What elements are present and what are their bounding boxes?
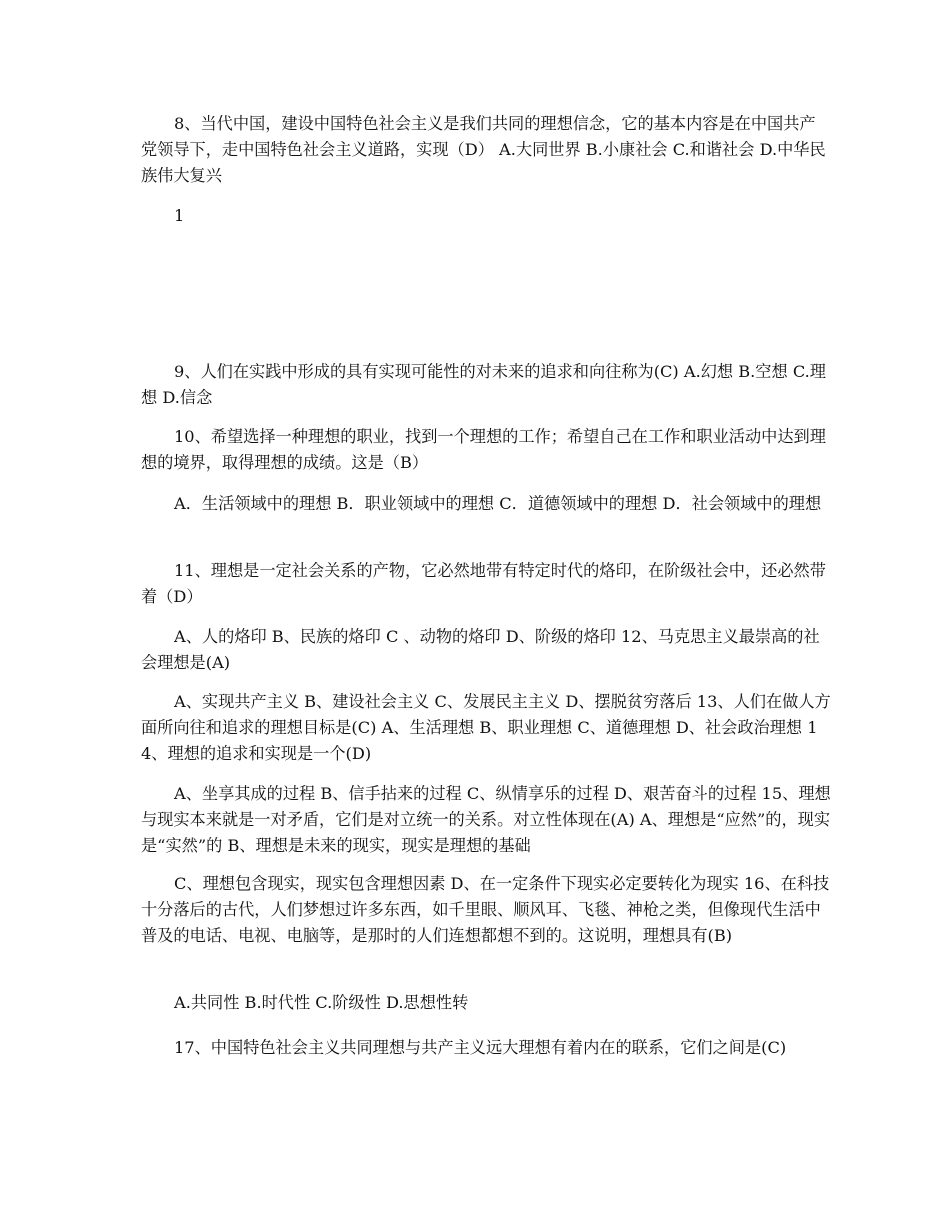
question-9: 9、人们在实践中形成的具有实现可能性的对未来的追求和向往称为(C) A.幻想 B.空想 C.理想 D.信念 [141,362,826,407]
question-11-options-and-12: A、人的烙印 B、民族的烙印 C 、动物的烙印 D、阶级的烙印 12、马克思主义最崇高的社会理想是(A) [141,627,820,672]
question-10-options: A．生活领域中的理想 B．职业领域中的理想 C．道德领域中的理想 D．社会领域中的理想 [174,494,822,513]
question-16-options: A.共同性 B.时代性 C.阶级性 D.思想性转 [174,993,469,1012]
question-10: 10、希望选择一种理想的职业，找到一个理想的工作；希望自己在工作和职业活动中达到理想的境界，取得理想的成绩。这是（B） [141,427,826,472]
question-15-options-16: C、理想包含现实，现实包含理想因素 D、在一定条件下现实必定要转化为现实 16、在科技十分落后的古代，人们梦想过许多东西，如千里眼、顺风耳、飞毯、神枪之类，但像现代生活中普及的电话、电视、电脑等，是那时的人们连想都想不到的。这说明，理想具有(B) [141,874,830,945]
question-17: 17、中国特色社会主义共同理想与共产主义远大理想有着内在的联系，它们之间是(C) [174,1038,787,1057]
question-8: 8、当代中国，建设中国特色社会主义是我们共同的理想信念，它的基本内容是在中国共产党领导下，走中国特色社会主义道路，实现（D） A.大同世界 B.小康社会 C.和谐社会 D.中华民族伟大复兴 [141,114,826,185]
page-number-line: 1 [174,206,185,225]
question-14-options-15: A、坐享其成的过程 B、信手拈来的过程 C、纵情享乐的过程 D、艰苦奋斗的过程 15、理想与现实本来就是一对矛盾，它们是对立统一的关系。对立性体现在(A) A、理想是“应然”的，现实是“实然”的 B、理想是未来的现实，现实是理想的基础 [141,784,831,855]
question-12-options-13-14: A、实现共产主义 B、建设社会主义 C、发展民主主义 D、摆脱贫穷落后 13、人们在做人方面所向往和追求的理想目标是(C) A、生活理想 B、职业理想 C、道德理想 D、社会政治理想 14、理想的追求和实现是一个(D) [141,692,831,763]
question-11: 11、理想是一定社会关系的产物，它必然地带有特定时代的烙印，在阶级社会中，还必然带着（D） [141,561,826,606]
